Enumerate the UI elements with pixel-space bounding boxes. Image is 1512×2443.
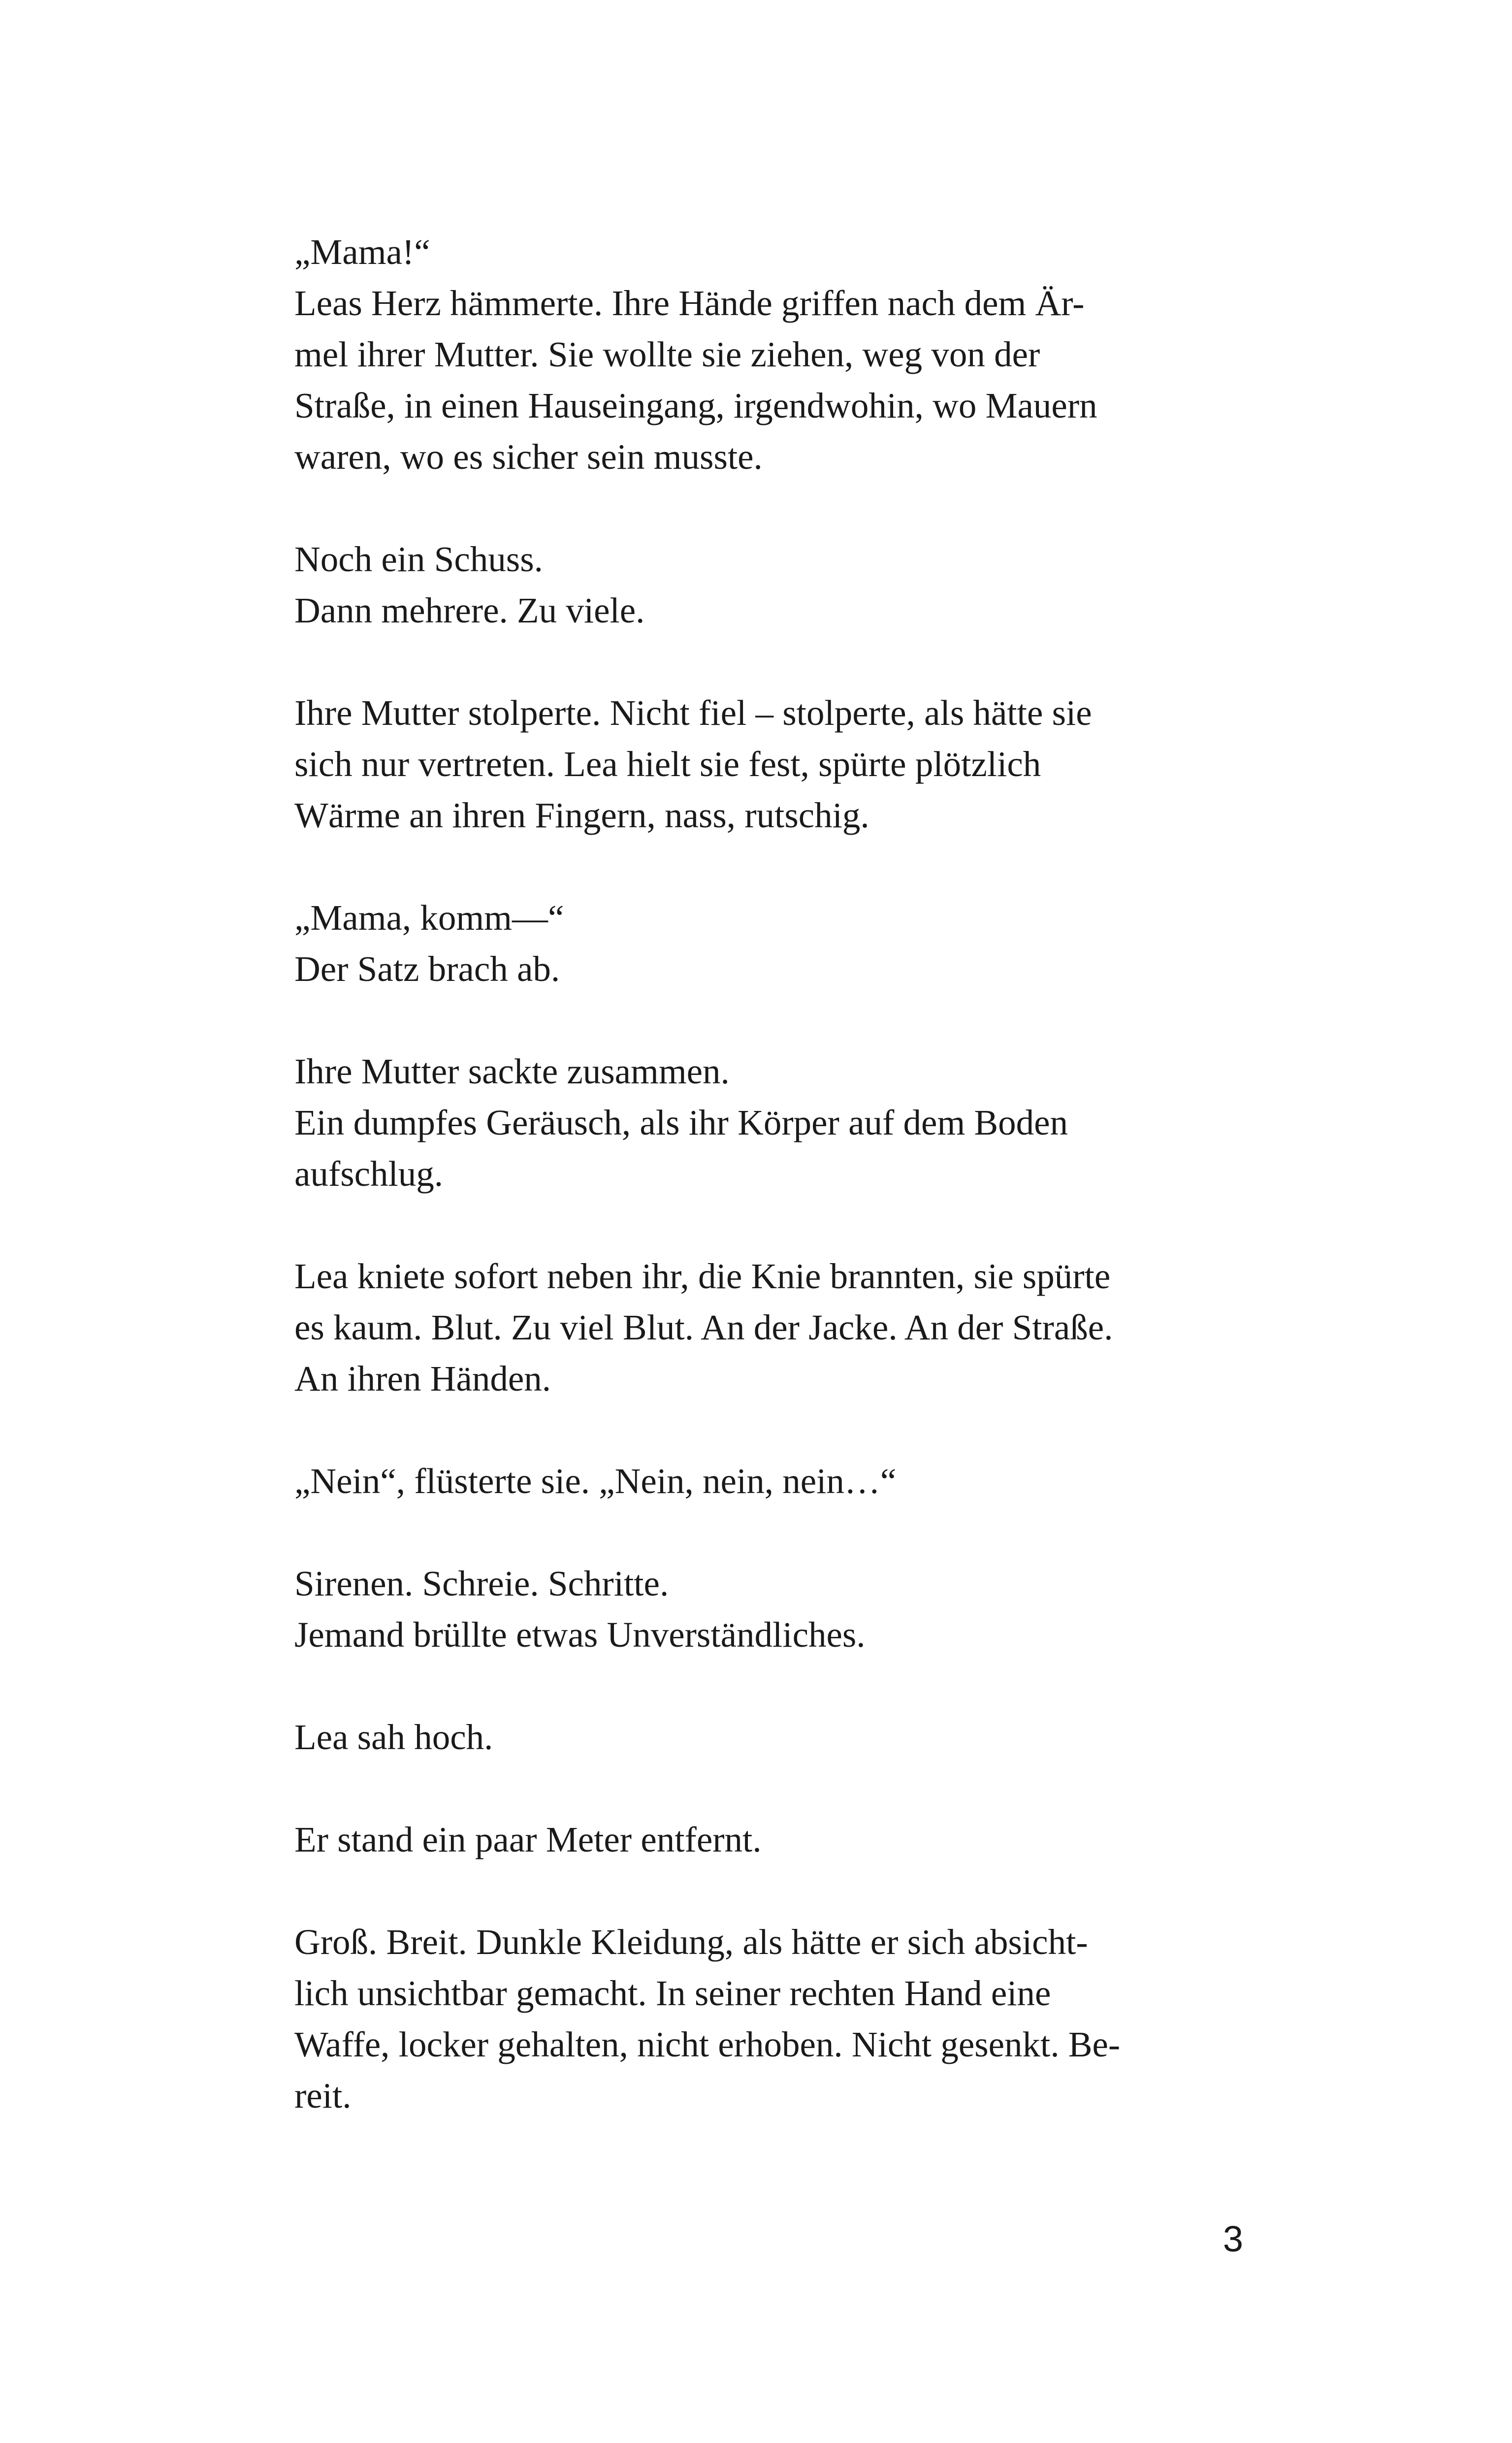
text-line: Jemand brüllte etwas Unverständliches. (294, 1615, 866, 1655)
text-line: Ihre Mutter stolperte. Nicht fiel – stolperte, als hätte sie (294, 693, 1092, 733)
paragraph (294, 892, 1240, 995)
text-line: Wärme an ihren Fingern, nass, rutschig. (294, 795, 869, 835)
text-line: Leas Herz hämmerte. Ihre Hände griffen nach dem Är- (294, 283, 1085, 323)
text-line: aufschlug. (294, 1154, 444, 1194)
text-line: „Mama!“ (294, 232, 430, 272)
text-line: Noch ein Schuss. (294, 539, 543, 579)
text-line: waren, wo es sicher sein musste. (294, 437, 763, 477)
text-line: Groß. Breit. Dunkle Kleidung, als hätte er sich absicht- (294, 1922, 1088, 1962)
text-line: Lea sah hoch. (294, 1717, 493, 1757)
paragraph (294, 1814, 1240, 1865)
text-line: Dann mehrere. Zu viele. (294, 590, 645, 630)
text-line: Lea kniete sofort neben ihr, die Knie brannten, sie spürte (294, 1256, 1111, 1296)
text-line: mel ihrer Mutter. Sie wollte sie ziehen, weg von der (294, 334, 1040, 374)
paragraph (294, 1558, 1240, 1661)
text-line: Straße, in einen Hauseingang, irgendwohin, wo Mauern (294, 386, 1097, 425)
text-line: An ihren Händen. (294, 1359, 551, 1399)
body-text (294, 227, 1240, 2173)
paragraph (294, 1456, 1240, 1507)
paragraph (294, 534, 1240, 636)
text-line: Der Satz brach ab. (294, 949, 560, 989)
text-line: „Mama, komm—“ (294, 898, 564, 938)
paragraph (294, 1046, 1240, 1200)
paragraph (294, 227, 1240, 483)
text-line: „Nein“, flüsterte sie. „Nein, nein, nein…“ (294, 1461, 897, 1501)
text-line: reit. (294, 2076, 352, 2116)
text-line: Waffe, locker gehalten, nicht erhoben. Nicht gesenkt. Be- (294, 2024, 1121, 2064)
paragraph (294, 1712, 1240, 1763)
text-line: Ein dumpfes Geräusch, als ihr Körper auf dem Boden (294, 1103, 1068, 1142)
text-line: lich unsichtbar gemacht. In seiner rechten Hand eine (294, 1973, 1051, 2013)
text-line: sich nur vertreten. Lea hielt sie fest, spürte plötzlich (294, 744, 1041, 784)
text-line: Er stand ein paar Meter entfernt. (294, 1820, 762, 1859)
paragraph (294, 687, 1240, 841)
text-line: Sirenen. Schreie. Schritte. (294, 1564, 669, 1603)
paragraph (294, 1251, 1240, 1404)
page-number: 3 (1222, 2218, 1243, 2259)
text-line: Ihre Mutter sackte zusammen. (294, 1051, 730, 1091)
text-line: es kaum. Blut. Zu viel Blut. An der Jacke. An der Straße. (294, 1307, 1113, 1347)
paragraph (294, 1917, 1240, 2121)
